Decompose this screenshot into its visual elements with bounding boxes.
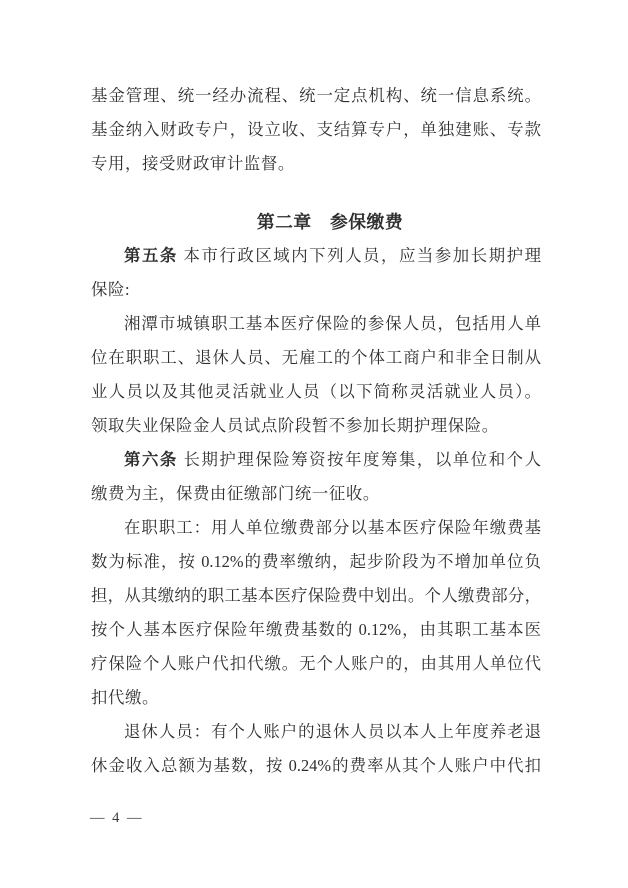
text-line — [91, 147, 541, 181]
text-line — [91, 443, 541, 477]
text-segment: 基金管理、统一经办流程、统一定点机构、统一信息系统。 — [91, 86, 541, 105]
text-segment: 专用，接受财政审计监督。 — [91, 154, 295, 173]
text-segment: 基金纳入财政专户，设立收、支结算专户，单独建账、专款 — [91, 120, 541, 139]
text-segment: 按个人基本医疗保险年缴费基数的 0.12%，由其职工基本医 — [91, 620, 541, 639]
text-line — [91, 273, 541, 307]
text-segment: 缴费为主，保费由征缴部门统一征收。 — [91, 484, 380, 503]
text-segment: 休金收入总额为基数，按 0.24%的费率从其个人账户中代扣 — [91, 756, 541, 775]
text-segment: 担，从其缴纳的职工基本医疗保险费中划出。个人缴费部分， — [91, 586, 541, 605]
bold-text-segment: 第五条 — [124, 246, 178, 265]
bold-text-segment: 第六条 — [124, 450, 178, 469]
bold-text-segment: 第二章 参保缴费 — [256, 212, 404, 232]
text-line — [91, 681, 541, 715]
text-line — [91, 545, 541, 579]
document-body-text — [91, 79, 541, 783]
chapter-heading — [91, 205, 541, 239]
text-line — [91, 511, 541, 545]
text-segment: 本市行政区域内下列人员，应当参加长期护理 — [177, 246, 541, 265]
text-line — [91, 579, 541, 613]
text-segment: 领取失业保险金人员试点阶段暂不参加长期护理保险。 — [91, 416, 499, 435]
text-line — [91, 477, 541, 511]
text-line — [91, 409, 541, 443]
page-number: — 4 — — [90, 810, 144, 826]
text-segment: 业人员以及其他灵活就业人员（以下简称灵活就业人员）。 — [91, 382, 541, 401]
text-segment: 在职职工：用人单位缴费部分以基本医疗保险年缴费基 — [124, 518, 541, 537]
text-segment: 保险: — [91, 280, 131, 299]
text-line — [91, 113, 541, 147]
text-segment: 疗保险个人账户代扣代缴。无个人账户的，由其用人单位代 — [91, 654, 541, 673]
text-line — [91, 613, 541, 647]
text-line — [91, 375, 541, 409]
text-line — [91, 307, 541, 341]
text-segment: 长期护理保险筹资按年度筹集，以单位和个人 — [177, 450, 541, 469]
text-line — [91, 715, 541, 749]
text-segment: 扣代缴。 — [91, 688, 159, 707]
text-segment: 位在职职工、退休人员、无雇工的个体工商户和非全日制从 — [91, 348, 541, 367]
text-line — [91, 749, 541, 783]
text-line — [91, 79, 541, 113]
text-segment: 退休人员：有个人账户的退休人员以本人上年度养老退 — [124, 722, 541, 741]
text-line — [91, 239, 541, 273]
text-segment: 湘潭市城镇职工基本医疗保险的参保人员，包括用人单 — [124, 314, 541, 333]
text-segment: 数为标准，按 0.12%的费率缴纳，起步阶段为不增加单位负 — [91, 552, 541, 571]
text-line — [91, 647, 541, 681]
text-line — [91, 341, 541, 375]
